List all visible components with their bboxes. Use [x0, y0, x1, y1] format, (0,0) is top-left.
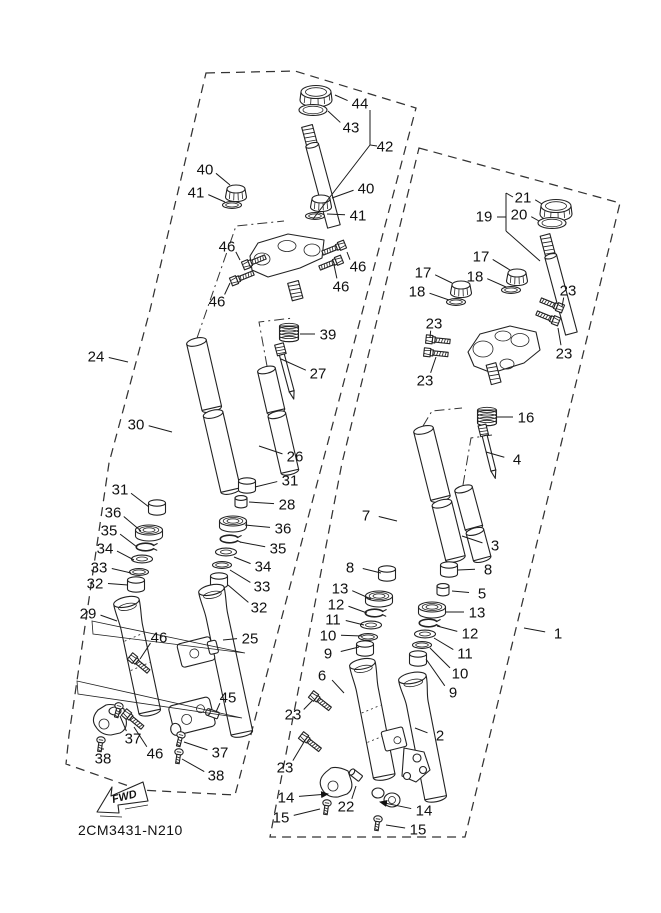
left-leg-seal-stack — [128, 500, 166, 592]
leader-15 — [386, 825, 405, 828]
part-12-clip — [365, 609, 386, 617]
leader-6 — [332, 680, 344, 693]
callout-23-48: 23 — [416, 372, 434, 390]
callout-41-6: 41 — [349, 207, 367, 225]
leader-40 — [216, 173, 230, 185]
callout-17-41: 17 — [472, 248, 490, 266]
fwd-label: FWD — [110, 788, 139, 806]
callout-15-72: 15 — [272, 809, 290, 827]
callout-36-21: 36 — [274, 520, 292, 538]
callout-12-57: 12 — [327, 596, 345, 614]
part-29-outer-tube — [113, 594, 164, 718]
part-15-screw — [321, 799, 331, 815]
part-34-washer — [216, 548, 237, 556]
callout-33-27: 33 — [253, 578, 271, 596]
callout-11-62: 11 — [457, 645, 473, 663]
callout-37-33: 37 — [124, 730, 142, 748]
part-44-cap — [300, 86, 332, 108]
leader-38 — [182, 759, 204, 772]
part-32-bush — [128, 577, 145, 592]
callout-45-32: 45 — [219, 689, 237, 707]
callout-17-43: 17 — [414, 264, 432, 282]
leader-41 — [208, 195, 225, 202]
callout-46-8: 46 — [208, 293, 226, 311]
callout-46-10: 46 — [332, 278, 350, 296]
leader-34 — [234, 557, 251, 564]
leader-12 — [437, 626, 457, 631]
leader-31 — [131, 493, 149, 507]
leader-23 — [304, 701, 312, 709]
callout-23-45: 23 — [559, 282, 577, 300]
callout-7-51: 7 — [361, 507, 371, 525]
part-9-bush — [410, 651, 427, 666]
callout-30-14: 30 — [127, 416, 145, 434]
callout-23-69: 23 — [276, 759, 294, 777]
leader-7 — [379, 517, 397, 521]
callout-6-65: 6 — [317, 667, 327, 685]
leader-21 — [535, 200, 542, 204]
leader-32 — [228, 585, 248, 602]
leader-11 — [434, 638, 453, 650]
part-39-spring — [280, 323, 299, 341]
callout-35-23: 35 — [269, 540, 287, 558]
callout-4-50: 4 — [512, 451, 522, 469]
part-13-oil-seal — [419, 602, 446, 618]
callout-43-1: 43 — [342, 119, 360, 137]
leader-10 — [430, 648, 450, 668]
leader-18 — [487, 279, 506, 287]
part-18-oring — [447, 299, 466, 306]
part-20-washer — [538, 218, 566, 229]
leader-17 — [435, 275, 452, 283]
leader-15 — [294, 809, 320, 815]
leader-5 — [452, 591, 469, 592]
part-6-outer-tube — [349, 657, 398, 783]
leader-35 — [120, 534, 137, 547]
callout-8-54: 8 — [483, 561, 493, 579]
leader-46 — [334, 265, 337, 278]
leader-33 — [112, 568, 131, 573]
part-18-oring — [502, 287, 521, 294]
part-8-bush — [379, 566, 396, 581]
callout-31-16: 31 — [111, 481, 129, 499]
callout-32-26: 32 — [86, 575, 104, 593]
callout-29-28: 29 — [79, 605, 97, 623]
callout-18-44: 18 — [408, 283, 426, 301]
part-17-plug — [507, 269, 528, 286]
callout-37-36: 37 — [211, 744, 229, 762]
fwd-direction-arrow — [97, 782, 148, 817]
part-35-clip — [220, 535, 241, 543]
part-36-oil-seal — [136, 525, 163, 541]
leader-1 — [524, 628, 545, 632]
part-42-steering-stem — [301, 124, 340, 228]
callout-15-75: 15 — [409, 821, 427, 839]
leader-23 — [431, 357, 436, 373]
callout-18-42: 18 — [466, 268, 484, 286]
drawing-number: 2CM3431-N210 — [78, 822, 183, 838]
part-8-bush — [441, 562, 458, 577]
upper-bracket-crown — [250, 234, 324, 277]
leader-46 — [225, 283, 230, 295]
part-10-ring — [413, 642, 432, 649]
leader-36 — [124, 516, 141, 531]
callout-27-12: 27 — [309, 365, 327, 383]
leader-43 — [328, 111, 340, 122]
leader-34 — [117, 551, 134, 560]
callout-8-53: 8 — [345, 559, 355, 577]
callout-42-2: 42 — [376, 138, 394, 156]
stem-lower-thread — [288, 281, 303, 301]
leader-29 — [101, 615, 117, 621]
callout-33-24: 33 — [90, 559, 108, 577]
leader-40 — [332, 190, 354, 198]
callout-9-66: 9 — [448, 684, 458, 702]
callout-39-11: 39 — [319, 326, 337, 344]
callout-46-30: 46 — [150, 629, 168, 647]
callout-22-73: 22 — [337, 798, 355, 816]
callout-13-55: 13 — [331, 580, 349, 598]
part-13-oil-seal — [366, 591, 393, 607]
leader-37 — [184, 742, 207, 750]
callout-5-56: 5 — [477, 585, 487, 603]
callout-32-29: 32 — [250, 599, 268, 617]
part-31-spacer — [239, 478, 256, 493]
part-11-washer — [415, 630, 436, 638]
part-34-washer — [132, 555, 153, 563]
callout-3-52: 3 — [490, 537, 500, 555]
callout-40-5: 40 — [357, 180, 375, 198]
part-40-plug — [226, 185, 247, 202]
leader-36 — [245, 525, 270, 527]
callout-31-17: 31 — [281, 472, 299, 490]
leader-12 — [348, 606, 367, 613]
part-38-screw — [173, 748, 183, 764]
callout-10-64: 10 — [451, 665, 469, 683]
leader-20 — [531, 217, 539, 221]
callout-12-60: 12 — [461, 625, 479, 643]
leader-31 — [255, 482, 277, 487]
leader-8 — [458, 569, 475, 570]
part-33-ring — [130, 569, 149, 576]
callout-44-0: 44 — [351, 95, 369, 113]
leader-33 — [230, 570, 250, 582]
leader-22 — [352, 786, 356, 799]
callout-23-68: 23 — [284, 706, 302, 724]
part-33-ring — [213, 562, 232, 569]
part-15-screw — [372, 815, 382, 831]
callout-36-18: 36 — [104, 504, 122, 522]
callout-40-3: 40 — [196, 161, 214, 179]
callout-26-15: 26 — [286, 448, 304, 466]
leader-17 — [493, 259, 510, 270]
leader-23 — [293, 742, 304, 761]
part-12-clip — [419, 619, 440, 627]
leader-11 — [346, 621, 364, 625]
callout-9-63: 9 — [323, 645, 333, 663]
callout-25-31: 25 — [241, 630, 259, 648]
callout-46-7: 46 — [218, 238, 236, 256]
callout-46-9: 46 — [349, 258, 367, 276]
part-16-spring — [478, 407, 497, 425]
callout-2-67: 2 — [435, 727, 445, 745]
callout-21-38: 21 — [514, 189, 532, 207]
callout-35-20: 35 — [100, 522, 118, 540]
leader-32 — [108, 583, 128, 585]
part-28-bush — [235, 496, 247, 508]
part-9-bush — [357, 641, 374, 656]
callout-38-35: 38 — [94, 750, 112, 768]
callout-23-47: 23 — [425, 315, 443, 333]
callout-10-61: 10 — [319, 627, 337, 645]
callout-41-4: 41 — [187, 184, 205, 202]
callout-16-49: 16 — [517, 409, 535, 427]
callout-14-74: 14 — [415, 802, 433, 820]
part-4-damper-rod — [478, 424, 499, 479]
leader-9 — [426, 659, 445, 686]
callout-13-58: 13 — [468, 604, 486, 622]
leader-14 — [299, 794, 328, 796]
leader-24 — [109, 357, 128, 362]
part-31-spacer — [149, 500, 166, 515]
leader-30 — [149, 426, 172, 432]
callout-14-71: 14 — [277, 789, 295, 807]
right-leg-seal-stack — [410, 562, 458, 666]
callout-19-40: 19 — [475, 208, 493, 226]
callout-11-59: 11 — [325, 611, 341, 629]
callout-34-25: 34 — [254, 558, 272, 576]
leader-28 — [249, 502, 274, 504]
part-5-bush — [437, 584, 449, 596]
part-35-clip — [136, 543, 157, 551]
callout-34-22: 34 — [96, 540, 114, 558]
part-43-washer — [299, 105, 327, 116]
axle-foot-right-leg — [372, 788, 400, 807]
callout-20-39: 20 — [510, 206, 528, 224]
callout-46-34: 46 — [146, 745, 164, 763]
part-41-oring — [223, 202, 242, 209]
callout-1-70: 1 — [553, 625, 563, 643]
part-23-bolt — [298, 732, 322, 753]
leader-18 — [430, 293, 449, 300]
axle-foot-left-leg — [320, 767, 352, 797]
callout-24-13: 24 — [87, 348, 105, 366]
callout-28-19: 28 — [278, 496, 296, 514]
part-36-oil-seal — [220, 516, 247, 532]
callout-38-37: 38 — [207, 767, 225, 785]
part-30-inner-tube — [186, 336, 241, 496]
leader-44 — [335, 95, 348, 101]
callout-23-46: 23 — [555, 345, 573, 363]
leader-46 — [236, 252, 240, 260]
leader-23 — [558, 328, 561, 345]
lower-bracket-crown — [468, 326, 540, 373]
part-10-ring — [359, 634, 378, 641]
leader-35 — [240, 542, 265, 547]
